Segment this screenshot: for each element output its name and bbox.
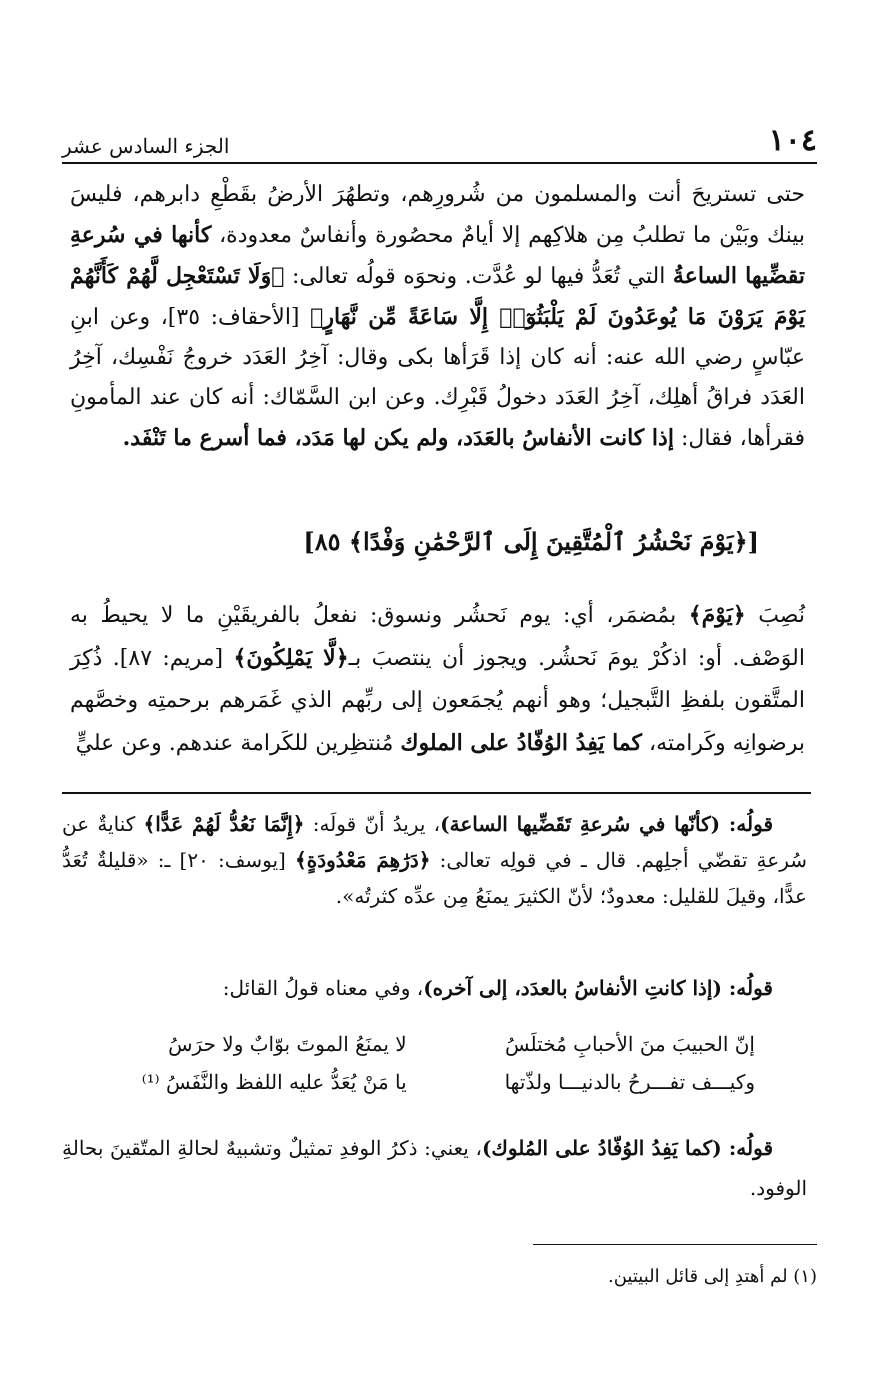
bold-phrase: كما يَفِدُ الوُفّادُ على الملوك bbox=[400, 730, 642, 756]
text-segment: [يوسف: ٢٠] ـ: «قليلةٌ تُعَدُّ عدًّا، وقيلَ للقليل: معدودٌ؛ لأنّ الكثيرَ يمنَعُ مِن عدِّه كثرتُه». bbox=[62, 848, 807, 908]
verse-heading: [﴿يَوْمَ نَحْشُرُ ٱلْمُتَّقِينَ إِلَى ٱلرَّحْمَٰنِ وَفْدًا﴾ ٨٥] bbox=[303, 527, 759, 556]
commentary-lemma: قولُه: (كما يَفِدُ الوُفّادُ على المُلوك) bbox=[481, 1136, 774, 1160]
text-segment: ، يريدُ أنّ قولَه: bbox=[304, 812, 441, 836]
quran-verse: ﴿وَلَا تَسْتَعْجِل لَّهُمْ كَأَنَّهُمْ يَوْمَ يَرَوْنَ مَا يُوعَدُونَ لَمْ يَلْبَثُوٓا۟ إِلَّا سَاعَةً مِّن نَّهَارٍ﴾ bbox=[70, 263, 805, 330]
text-segment: [مريم: ٨٧]. ذُكِرَ المتَّقون بلفظِ التَّبجيل؛ وهو أنهم يُجمَعون إلى ربِّهم الذي غَمَرهم برحمتِه وخصَّهم برضوانِه وكَرامته، bbox=[70, 646, 805, 756]
poem-hemistich-first: إنّ الحبيبَ منَ الأحبابِ مُختلَسُ bbox=[505, 1032, 755, 1056]
footnote: (١) لم أهتدِ إلى قائل البيتين. bbox=[607, 1266, 817, 1287]
text-segment: [الأحقاف: ٣٥]، وعن ابنِ عبّاسٍ رضي الله عنه: أنه كان إذا قَرَأها بكى وقال: آخِرُ العَدَد خروجُ نَفْسِك، آخِرُ العَدَد فراقُ أهلِك، آخِرُ العَدَد دخولُ قَبْرِك. وعن ابن السَّمّاك: أنه كان عند المأمونِ فقرأها، فقال: bbox=[70, 305, 805, 451]
page-number: ١٠٤ bbox=[768, 123, 817, 158]
text-segment: حتى تستريحَ أنت والمسلمون من شُرورِهم، وتطهُرَ الأرضُ بقَطْعِ دابرهم، فليسَ بينك وبَيْن ما تطلبُ مِن هلاكِهم إلا أيامٌ محصُورة وأنفاسٌ معدودة، bbox=[70, 182, 805, 248]
commentary-paragraph-1 bbox=[62, 806, 807, 914]
text-segment: كنايةٌ عن سُرعةِ تقضّي أجلِهم. قال ـ في قولِه تعالى: bbox=[62, 812, 807, 872]
text-segment: ، يعني: ذكرُ الوفدِ تمثيلٌ وتشبيهٌ لحالةِ المتّقينَ بحالةِ الوفود. bbox=[62, 1136, 807, 1200]
quran-word: ﴿لَّا يَمْلِكُونَ﴾ bbox=[233, 645, 349, 671]
quran-verse: ﴿دَرَٰهِمَ مَعْدُودَةٍ﴾ bbox=[295, 848, 431, 872]
main-paragraph-2 bbox=[70, 594, 805, 765]
text-segment: ، وفي معناه قولُ القائل: bbox=[222, 976, 424, 1000]
bold-phrase: كأنها في سُرعةِ تقضِّيها الساعةُ bbox=[70, 222, 805, 289]
text-segment: التي تُعَدُّ فيها لو عُدَّت. ونحوَه قولُه تعالى: bbox=[284, 264, 673, 289]
commentary-paragraph-3 bbox=[62, 1128, 807, 1208]
main-paragraph-1 bbox=[70, 175, 805, 459]
poem bbox=[110, 1025, 755, 1101]
poem-verse bbox=[110, 1025, 755, 1063]
poem-hemistich-second: لا يمنَعُ الموتَ بوّابٌ ولا حرَسُ bbox=[168, 1032, 407, 1056]
commentary-lemma: قولُه: (إذا كانتِ الأنفاسُ بالعدَد، إلى آخره) bbox=[423, 976, 773, 1000]
commentary-paragraph-2 bbox=[62, 970, 807, 1006]
text-segment: مُنتظِرين للكَرامة عندهم. وعن عليٍّ bbox=[75, 731, 401, 756]
footnote-separator bbox=[533, 1244, 817, 1245]
text-segment: بمُضمَر، أي: يوم نَحشُر ونسوق: نفعلُ بالفريقَيْنِ ما لا يحيطُ به الوَصْف. أو: اذكُرْ يومَ نَحشُر. ويجوز أن ينتصبَ بـ bbox=[70, 603, 805, 671]
page-header bbox=[62, 118, 817, 164]
poem-hemistich-first: وكيـــف تفـــرحُ بالدنيـــا ولذّتها bbox=[504, 1070, 755, 1094]
running-head: الجزء السادس عشر bbox=[62, 134, 230, 158]
text-segment: نُصِبَ bbox=[745, 603, 806, 628]
poem-hemistich-second: يا مَنْ يُعَدُّ عليه اللفظ والنَّفَسُ ⁽¹⁾ bbox=[141, 1070, 407, 1094]
quran-verse: ﴿إِنَّمَا نَعُدُّ لَهُمْ عَدًّا﴾ bbox=[143, 812, 305, 836]
poem-verse bbox=[110, 1063, 755, 1101]
bold-phrase: إذا كانت الأنفاسُ بالعَدَد، ولم يكن لها مَدَد، فما أسرع ما تَنْفَد. bbox=[122, 425, 674, 451]
commentary-lemma: قولُه: (كأنّها في سُرعةِ تَقَضِّيها الساعة) bbox=[440, 812, 774, 836]
quran-word: ﴿يَوْمَ﴾ bbox=[688, 602, 746, 628]
commentary-separator bbox=[62, 792, 811, 794]
